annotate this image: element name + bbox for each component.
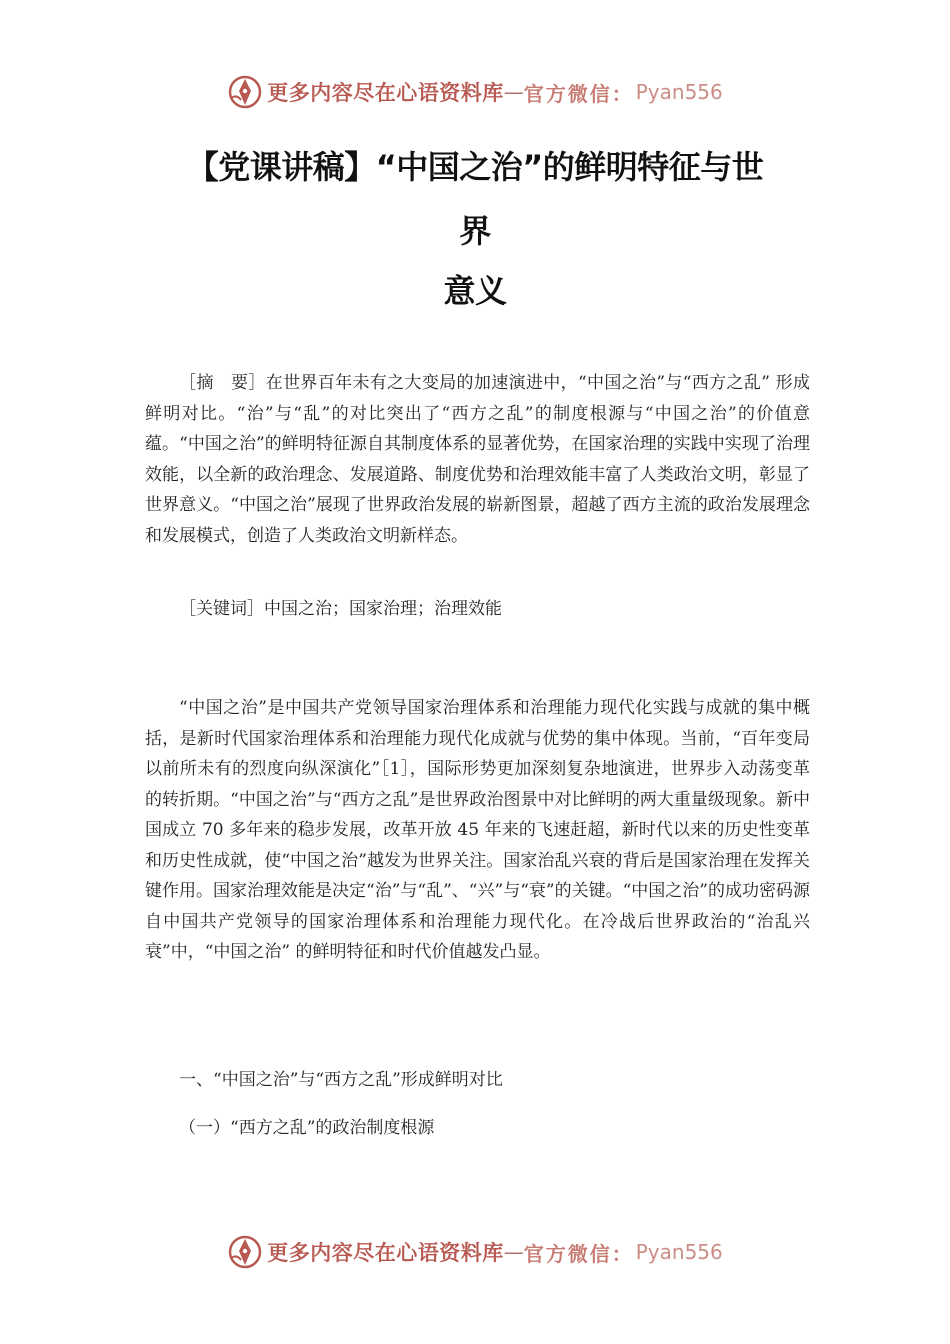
- section-heading-1: 一、“中国之治”与“西方之乱”形成鲜明对比: [179, 1070, 503, 1090]
- banner-separator: —: [503, 80, 524, 104]
- abstract-paragraph: ［摘 要］在世界百年未有之大变局的加速演进中，“中国之治”与“西方之乱” 形成鲜明对比。“治”与“乱”的对比突出了“西方之乱”的制度根源与“中国之治”的价值意蕴。“中国之治”的鲜明特征源自其制度体系的显著优势，在国家治理的实践中实现了治理效能，以全新的政治理念、发展道路、制度优势和治理效能丰富了人类政治文明，彰显了世界意义。“中国之治”展现了世界政治发展的崭新图景，超越了西方主流的政治发展理念和发展模式，创造了人类政治文明新样态。: [145, 373, 810, 546]
- pen-nib-logo-icon: [227, 74, 263, 110]
- pen-nib-logo-icon: [227, 1234, 263, 1270]
- banner-contact-id: Pyan556: [635, 1240, 723, 1264]
- banner-contact-label: 官方微信：: [523, 1241, 634, 1266]
- banner-contact-id: Pyan556: [635, 80, 723, 104]
- banner-separator: —: [503, 1240, 524, 1264]
- banner-text: 更多内容尽在心语资料库: [267, 1240, 504, 1265]
- banner-contact-label: 官方微信：: [523, 81, 634, 106]
- section-heading-1-1: （一）“西方之乱”的政治制度根源: [179, 1118, 435, 1138]
- document-title-line-1: 【党课讲稿】“中国之治”的鲜明特征与世: [186, 148, 764, 186]
- body-paragraph: “中国之治”是中国共产党领导国家治理体系和治理能力现代化实践与成就的集中概括，是新时代国家治理体系和治理能力现代化成就与优势的集中体现。当前，“百年变局以前所未有的烈度向纵深演化”［1］，国际形势更加深刻复杂地演进，世界步入动荡变革的转折期。“中国之治”与“西方之乱”是世界政治图景中对比鲜明的两大重量级现象。新中国成立 70 多年来的稳步发展，改革开放 45 年来的飞速赶超，新时代以来的历史性变革和历史性成就，使“中国之治”越发为世界关注。国家治乱兴衰的背后是国家治理在发挥关键作用。国家治理效能是决定“治”与“乱”、“兴”与“衰”的关键。“中国之治”的成功密码源自中国共产党领导的国家治理体系和治理能力现代化。在冷战后世界政治的“治乱兴衰”中，“中国之治” 的鲜明特征和时代价值越发凸显。: [145, 698, 810, 962]
- banner-text: 更多内容尽在心语资料库: [267, 80, 504, 105]
- document-title-line-2: 界: [459, 212, 491, 250]
- footer-banner: [0, 1230, 950, 1274]
- keywords-paragraph: ［关键词］中国之治；国家治理；治理效能: [179, 599, 502, 619]
- header-banner: [0, 70, 950, 114]
- document-title-line-3: 意义: [443, 272, 507, 310]
